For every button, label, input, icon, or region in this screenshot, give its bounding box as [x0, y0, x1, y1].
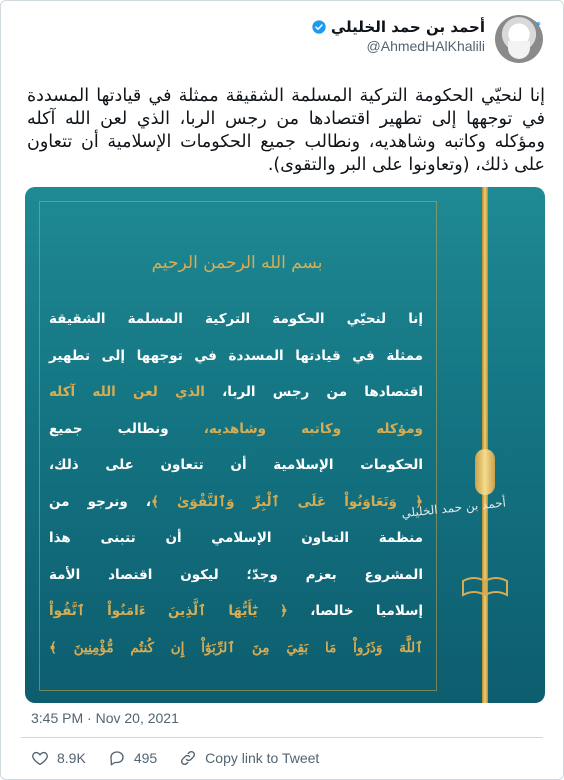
gold-rod-decoration: [482, 187, 488, 703]
image-text-line: [49, 348, 423, 364]
like-button[interactable]: [31, 749, 86, 767]
tweet-text: إنا لنحيّي الحكومة التركية المسلمة الشقيقة ممثلة في قيادتها المسددة في توجهها إلى تطهير اقتصادها من رجس الربا، الذي لعن الله آكله ومؤكله وكاتبه وشاهديه، ونطالب جميع الحكومات الإسلامية أن تتعاون على ذلك، (وتعاونوا على البر والتقوى).: [27, 86, 545, 175]
divider: [21, 737, 543, 738]
image-text-gold-segment: ٱللَّهَ وَذَرُواْ مَا بَقِيَ مِنَ ٱلرِّبَوٰٓاْ إِن كُنتُم مُّؤْمِنِينَ ﴾: [49, 639, 423, 656]
image-text-segment: إسلاميا خالصا،: [287, 603, 424, 619]
image-text-line: [49, 530, 423, 546]
image-text-line: [49, 567, 423, 583]
image-text-line: [49, 603, 423, 619]
image-text-segment: منظمة التعاون الإسلامي أن تتبنى هذا: [49, 530, 423, 546]
image-text-line: [49, 311, 423, 327]
copy-link-button[interactable]: [179, 749, 319, 767]
tweet-timestamp[interactable]: 3:45 PM · Nov 20, 2021: [31, 710, 179, 726]
image-text-segment: الحكومات الإسلامية أن تتعاون على ذلك،: [49, 457, 423, 473]
image-text-line: [49, 494, 423, 510]
reply-bubble-icon: [108, 749, 126, 767]
tweet-image[interactable]: [25, 187, 545, 703]
user-handle[interactable]: @AhmedHAlKhalili: [366, 38, 485, 54]
avatar[interactable]: [495, 15, 543, 63]
image-text-line: [49, 384, 423, 400]
image-text-segment: إنا لنحيّي الحكومة التركية المسلمة الشقيقة: [49, 311, 423, 327]
image-text-segment: ونطالب جميع: [49, 420, 204, 437]
image-text-segment: ، ونرجو من: [49, 493, 151, 510]
display-name[interactable]: [311, 18, 485, 36]
heart-icon: [31, 749, 49, 767]
image-text-gold-segment: ﴿ يَٰٓأَيُّهَا ٱلَّذِينَ ءَامَنُواْ ٱتَّقُواْ: [49, 603, 288, 619]
basmala: بسم الله الرحمن الرحيم: [151, 253, 323, 273]
image-text-segment: اقتصادها من رجس الربا،: [204, 384, 423, 400]
gold-knot-decoration: [475, 449, 495, 495]
image-text-segment: ممثلة في قيادتها المسددة في توجهها إلى تطهير: [49, 347, 423, 364]
image-text-gold-segment: الذي لعن الله آكله: [49, 384, 205, 400]
verified-badge-icon: [311, 19, 327, 35]
link-icon: [179, 749, 197, 767]
display-name-text: أحمد بن حمد الخليلي: [330, 18, 485, 36]
user-info: [311, 17, 485, 54]
image-text-gold-segment: ومؤكله وكاتبه وشاهديه،: [203, 420, 423, 437]
image-text-gold-segment: ﴿ وَتَعَاوَنُواْ عَلَى ٱلْبِرِّ وَٱلتَّقْوَىٰ ﴾: [151, 493, 423, 510]
image-text-line: [49, 421, 423, 437]
copy-link-label: Copy link to Tweet: [205, 750, 320, 766]
reply-count: 495: [133, 750, 158, 766]
image-text-segment: المشروع بعزم وجدّ؛ ليكون اقتصاد الأمة: [49, 566, 423, 583]
open-book-icon: [461, 575, 509, 599]
reply-button[interactable]: [108, 749, 157, 767]
signature: أحمد بن حمد الخليلي: [400, 495, 507, 521]
image-text-line: [49, 457, 423, 473]
tweet-actions: [31, 749, 319, 767]
image-text-line: [49, 640, 423, 656]
like-count: 8.9K: [57, 750, 86, 766]
